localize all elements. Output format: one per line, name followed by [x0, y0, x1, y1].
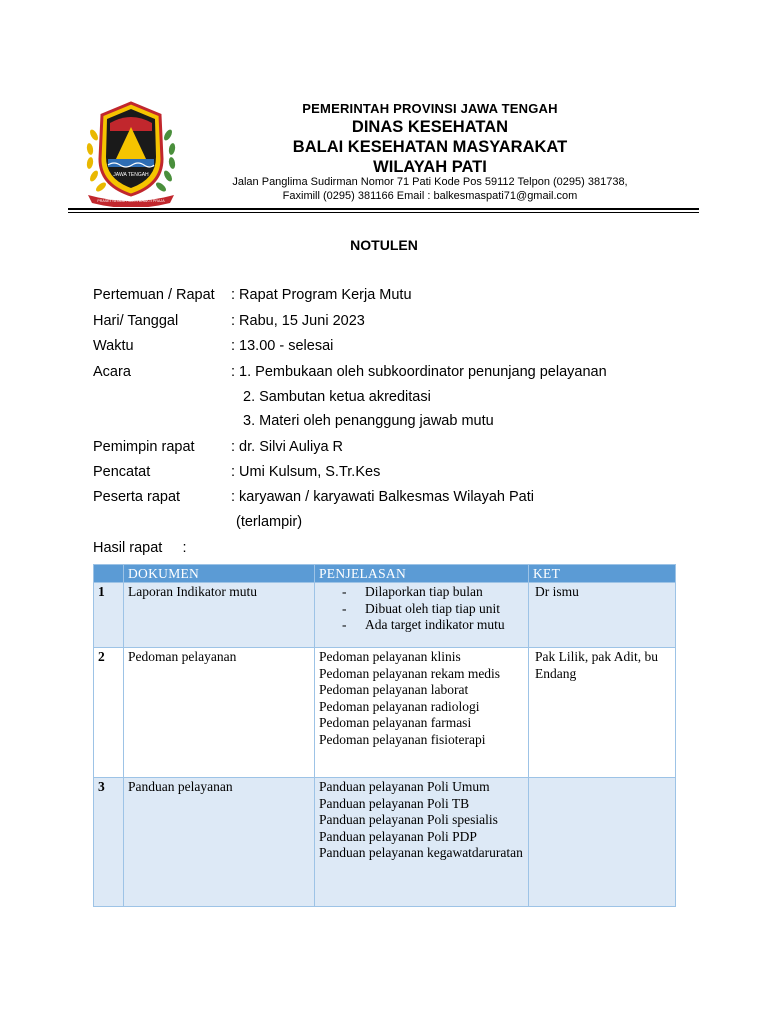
list-item: Panduan pelayanan Poli Umum	[319, 779, 490, 794]
government-heading: PEMERINTAH PROVINSI JAWA TENGAH	[302, 101, 558, 116]
field-label: Peserta rapat	[93, 489, 181, 505]
list-item: - Dilaporkan tiap bulan	[319, 584, 524, 601]
field-label: Hari/ Tanggal	[93, 313, 179, 329]
row-explanation	[315, 778, 529, 907]
list-item: Pedoman pelayanan fisioterapi	[319, 731, 486, 747]
row-ket	[529, 778, 676, 907]
row-document: Panduan pelayanan	[124, 778, 315, 907]
table-row	[94, 648, 676, 778]
header-cell-document: DOKUMEN	[124, 565, 315, 583]
row-number: 3	[94, 778, 124, 907]
address-line-1: Jalan Panglima Sudirman Nomor 71 Pati Kode Pos 59112 Telpon (0295) 381738,	[232, 176, 628, 188]
department-heading: DINAS KESEHATAN	[351, 118, 509, 136]
table-header-row	[94, 565, 676, 583]
unit-heading: BALAI KESEHATAN MASYARAKAT	[292, 138, 568, 156]
row-number: 1	[94, 583, 124, 648]
letterhead-rule-thin	[68, 212, 699, 213]
jawa-tengah-emblem-logo	[80, 97, 182, 207]
row-document: Laporan Indikator mutu	[124, 583, 315, 648]
area-heading: WILAYAH PATI	[373, 158, 487, 176]
field-label: Pemimpin rapat	[93, 439, 195, 455]
list-item: - Dibuat oleh tiap tiap unit	[319, 601, 524, 618]
header-cell-ket: KET	[529, 565, 676, 583]
row-document: Pedoman pelayanan	[124, 648, 315, 778]
list-item: Panduan pelayanan Poli spesialis	[319, 812, 498, 827]
row-explanation	[315, 648, 529, 778]
header-cell-explanation: PENJELASAN	[315, 565, 529, 583]
list-item: Pedoman pelayanan farmasi	[319, 715, 472, 730]
field-value: : Umi Kulsum, S.Tr.Kes	[231, 464, 381, 480]
list-item: Panduan pelayanan kegawatdaruratan	[319, 845, 523, 860]
list-item: Pedoman pelayanan radiologi	[319, 698, 480, 714]
list-item: Pedoman pelayanan klinis	[319, 649, 461, 664]
row-ket: Dr ismu	[529, 583, 676, 648]
participants-note: (terlampir)	[236, 514, 303, 530]
svg-text:PRASETYA ULAH SAKTI BHAKTI PRA: PRASETYA ULAH SAKTI BHAKTI PRAJA	[97, 199, 165, 203]
row-ket: Pak Lilik, pak Adit, bu Endang	[529, 648, 676, 778]
field-value: : karyawan / karyawati Balkesmas Wilayah Pati	[231, 489, 534, 505]
table-row	[94, 778, 676, 907]
address-line-2: Faximill (0295) 381166 Email : balkesmaspati71@gmail.com	[282, 190, 578, 202]
field-value: : 13.00 - selesai	[231, 338, 334, 354]
list-item: Pedoman pelayanan laborat	[319, 682, 469, 697]
letterhead-rule-thick	[68, 208, 699, 210]
results-label: Hasil rapat :	[93, 540, 187, 556]
list-item: Panduan pelayanan Poli PDP	[319, 828, 477, 844]
field-value: : Rapat Program Kerja Mutu	[231, 287, 412, 303]
svg-text:JAWA TENGAH: JAWA TENGAH	[113, 172, 149, 178]
header-cell-no	[94, 565, 124, 583]
field-label: Pencatat	[93, 464, 151, 480]
list-item: - Ada target indikator mutu	[319, 617, 524, 634]
list-item: Pedoman pelayanan rekam medis	[319, 665, 501, 681]
agenda-item-2: 2. Sambutan ketua akreditasi	[243, 389, 431, 405]
field-label: Acara	[93, 364, 131, 380]
document-title: NOTULEN	[350, 237, 418, 253]
row-explanation	[315, 583, 529, 648]
row-number: 2	[94, 648, 124, 778]
agenda-item-3: 3. Materi oleh penanggung jawab mutu	[243, 413, 494, 429]
field-label: Pertemuan / Rapat	[93, 287, 215, 303]
list-item: Panduan pelayanan Poli TB	[319, 795, 470, 811]
field-value: : Rabu, 15 Juni 2023	[231, 313, 365, 329]
field-value: : dr. Silvi Auliya R	[231, 439, 344, 455]
field-label: Waktu	[93, 338, 134, 354]
agenda-item-1: : 1. Pembukaan oleh subkoordinator penunjang pelayanan	[231, 364, 607, 380]
table-row	[94, 583, 676, 648]
results-table	[93, 564, 675, 920]
